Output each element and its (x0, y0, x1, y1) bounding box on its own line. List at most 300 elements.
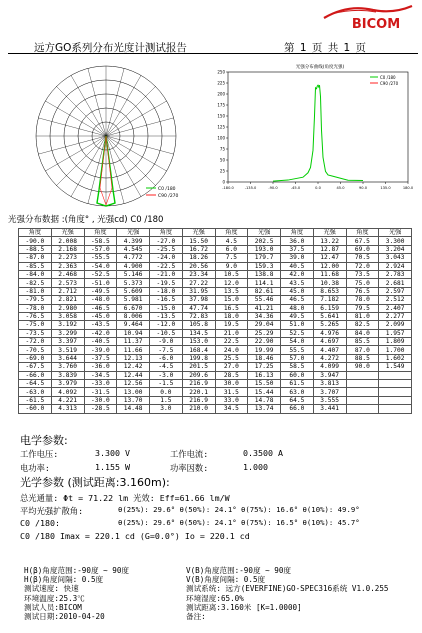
table-cell: 88.5 (346, 354, 379, 362)
table-cell: 2.681 (379, 279, 412, 287)
table-cell: 73.5 (346, 270, 379, 278)
table-cell: 23.34 (182, 270, 215, 278)
line-chart-c0-series (273, 85, 363, 181)
table-cell: 79.5 (346, 304, 379, 312)
temperature: 环境温度:25.3℃ (24, 593, 85, 603)
x-tick-label: 45.0 (336, 186, 345, 190)
table-cell: 12.00 (313, 262, 346, 270)
table-cell: 29.04 (248, 321, 281, 329)
table-cell: 159.3 (248, 262, 281, 270)
table-cell: 4.092 (51, 388, 84, 396)
c0-angle-values: θ(25%): 29.6° θ(50%): 24.1° θ(75%): 16.5° θ(10%): 45.7° (118, 518, 360, 527)
y-tick-label: 175 (217, 102, 225, 108)
table-cell: -6.0 (150, 354, 183, 362)
table-cell: 47.74 (182, 304, 215, 312)
table-cell: -67.5 (19, 363, 52, 371)
table-cell: 4.099 (313, 363, 346, 371)
table-cell: 3.519 (51, 346, 84, 354)
table-cell: 19.5 (215, 321, 248, 329)
table-cell (379, 405, 412, 413)
table-cell: -75.0 (19, 321, 52, 329)
table-cell: 3.397 (51, 338, 84, 346)
table-cell: 81.0 (346, 312, 379, 320)
table-cell: 21.0 (215, 329, 248, 337)
table-cell: -39.0 (84, 346, 117, 354)
y-tick-label: 225 (217, 80, 225, 86)
svg-text:C0 /180: C0 /180 (158, 187, 176, 192)
table-cell: 36.0 (281, 237, 314, 245)
table-cell: 67.5 (346, 237, 379, 245)
table-cell: -49.5 (84, 287, 117, 295)
table-cell: 39.0 (281, 254, 314, 262)
table-cell: 12.13 (117, 354, 150, 362)
table-cell: 6.0 (215, 245, 248, 253)
table-cell: 10.94 (117, 329, 150, 337)
table-cell: 3.043 (379, 254, 412, 262)
report-title: 远方GO系列分布光度计测试报告 (34, 42, 187, 54)
tester: 测试人员:BICOM (24, 602, 82, 612)
table-cell: 5.373 (117, 279, 150, 287)
table-cell: 2.277 (379, 312, 412, 320)
table-cell: 3.0 (150, 405, 183, 413)
table-cell: -40.5 (84, 338, 117, 346)
table-cell: 34.36 (248, 312, 281, 320)
table-row (19, 287, 412, 295)
x-tick-label: -135.0 (244, 186, 257, 190)
table-cell (379, 380, 412, 388)
table-cell: 37.98 (182, 296, 215, 304)
table-header-cell: 角度 (281, 229, 314, 237)
table-cell: 9.464 (117, 321, 150, 329)
x-tick-label: -90.0 (268, 186, 278, 190)
table-cell: 66.0 (281, 405, 314, 413)
table-cell (379, 396, 412, 404)
avg-angle-values: θ(25%): 29.6° θ(50%): 24.1° θ(75%): 16.6° θ(10%): 49.9° (118, 505, 360, 514)
table-cell: 49.5 (281, 312, 314, 320)
polar-legend (146, 186, 179, 199)
table-row (19, 312, 412, 320)
table-cell: 14.78 (248, 396, 281, 404)
table-cell: 75.0 (346, 279, 379, 287)
table-cell: -58.5 (84, 237, 117, 245)
table-cell: 12.87 (313, 245, 346, 253)
table-cell: 201.5 (182, 363, 215, 371)
table-cell: 16.13 (248, 371, 281, 379)
table-cell: 16.5 (215, 304, 248, 312)
table-cell: 15.44 (248, 388, 281, 396)
table-cell: 5.981 (117, 296, 150, 304)
table-cell: 5.146 (117, 270, 150, 278)
table-cell: -7.5 (150, 346, 183, 354)
table-row (19, 363, 412, 371)
voltage-label: 工作电压: (20, 449, 59, 459)
table-cell: -24.0 (150, 254, 183, 262)
table-cell: 82.5 (346, 321, 379, 329)
x-tick-label: 135.0 (380, 186, 391, 190)
pf-value: 1.000 (243, 462, 268, 472)
table-cell: 42.0 (281, 270, 314, 278)
imax-line: C0 /180 Imax = 220.1 cd (G=0.0°) Io = 220.1 cd (20, 531, 250, 541)
table-cell: -19.5 (150, 279, 183, 287)
table-cell: 2.980 (51, 304, 84, 312)
table-cell: 216.9 (182, 380, 215, 388)
table-cell: -10.5 (150, 329, 183, 337)
table-cell: 5.609 (117, 287, 150, 295)
table-cell: 18.46 (248, 354, 281, 362)
svg-text:C90 /270: C90 /270 (380, 81, 399, 86)
table-row (19, 254, 412, 262)
table-cell: -15.0 (150, 304, 183, 312)
table-header-cell: 角度 (215, 229, 248, 237)
table-cell: 13.00 (117, 388, 150, 396)
table-cell: 48.0 (281, 304, 314, 312)
table-cell: 210.0 (182, 405, 215, 413)
table-row (19, 262, 412, 270)
table-cell (346, 388, 379, 396)
table-caption: 光强分布数据 :(角度° , 光强cd) C0 /180 (8, 215, 164, 225)
table-cell: 58.5 (281, 363, 314, 371)
table-cell: 14.48 (117, 405, 150, 413)
table-cell: 4.976 (313, 329, 346, 337)
table-cell: 84.0 (346, 329, 379, 337)
table-cell: 3.192 (51, 321, 84, 329)
voltage-value: 3.300 V (95, 448, 130, 458)
table-cell: 63.0 (281, 388, 314, 396)
power-label: 电功率: (20, 463, 50, 473)
table-cell: 15.50 (182, 237, 215, 245)
table-cell: 4.272 (313, 354, 346, 362)
table-row (19, 279, 412, 287)
table-cell (346, 380, 379, 388)
table-header-cell: 角度 (150, 229, 183, 237)
table-cell: -4.5 (150, 363, 183, 371)
table-cell: 90.0 (346, 363, 379, 371)
table-cell: -46.5 (84, 304, 117, 312)
table-cell: -31.5 (84, 388, 117, 396)
power-value: 1.155 W (95, 462, 130, 472)
table-row (19, 304, 412, 312)
line-chart-x-ticks (222, 179, 414, 190)
table-cell: 2.273 (51, 254, 84, 262)
table-cell: 2.924 (379, 262, 412, 270)
table-cell: -3.0 (150, 371, 183, 379)
y-tick-label: 100 (217, 135, 225, 141)
x-tick-label: -180.0 (222, 186, 234, 190)
x-tick-label: 90.0 (358, 186, 368, 190)
table-cell: -55.5 (84, 254, 117, 262)
table-cell: 28.5 (215, 371, 248, 379)
table-cell: 51.0 (281, 321, 314, 329)
table-cell: 5.641 (313, 312, 346, 320)
test-date: 测试日期:2010-04-20 (24, 612, 105, 622)
test-system: 测试系统: 远方(EVERFINE)GO-SPEC316系统 V1.0.255 (186, 584, 389, 594)
table-cell: 2.783 (379, 270, 412, 278)
table-cell: 70.5 (346, 254, 379, 262)
table-cell: 199.8 (182, 354, 215, 362)
table-cell: 13.22 (313, 237, 346, 245)
table-cell (346, 396, 379, 404)
table-cell: -51.0 (84, 279, 117, 287)
table-cell: 4.545 (117, 245, 150, 253)
y-tick-label: 0 (222, 179, 225, 185)
pf-label: 功率因数: (170, 463, 209, 473)
test-distance: 测试距离:3.160米 [K=1.0000] (186, 602, 302, 612)
table-cell: 3.058 (51, 312, 84, 320)
y-tick-label: 150 (217, 113, 225, 119)
table-cell: 4.407 (313, 346, 346, 354)
table-header-cell: 角度 (346, 229, 379, 237)
table-header-row (19, 229, 412, 237)
table-cell: 31.5 (215, 388, 248, 396)
test-speed: 测试速度: 快速 (24, 584, 79, 594)
table-cell: 31.95 (182, 287, 215, 295)
table-cell: 4.5 (215, 237, 248, 245)
table-cell (379, 388, 412, 396)
table-cell: 2.712 (51, 287, 84, 295)
table-cell: -1.5 (150, 380, 183, 388)
table-row (19, 329, 412, 337)
table-cell: 5.265 (313, 321, 346, 329)
table-cell: 1.5 (150, 396, 183, 404)
current-value: 0.3500 A (243, 448, 283, 458)
svg-text:C0 /180: C0 /180 (380, 75, 396, 80)
table-header-cell: 光强 (379, 229, 412, 237)
table-cell: 46.5 (281, 296, 314, 304)
table-cell: 27.22 (182, 279, 215, 287)
table-cell: -88.5 (19, 245, 52, 253)
x-tick-label: 0.0 (315, 186, 321, 190)
table-cell: -42.0 (84, 329, 117, 337)
table-cell: -69.0 (19, 354, 52, 362)
table-row (19, 237, 412, 245)
table-cell: -25.5 (150, 245, 183, 253)
table-header-cell: 光强 (182, 229, 215, 237)
table-cell: 3.979 (51, 380, 84, 388)
table-cell: 209.6 (182, 371, 215, 379)
table-cell: -84.0 (19, 270, 52, 278)
table-cell: 87.0 (346, 346, 379, 354)
table-cell: 2.168 (51, 245, 84, 253)
table-cell: 64.5 (281, 396, 314, 404)
polar-intensity-chart (16, 62, 198, 210)
table-cell: 55.5 (281, 346, 314, 354)
svg-text:C90 /270: C90 /270 (158, 194, 179, 199)
table-cell: 24.0 (215, 346, 248, 354)
table-header-cell: 光强 (313, 229, 346, 237)
table-cell: 1.700 (379, 346, 412, 354)
table-cell: -81.0 (19, 287, 52, 295)
table-row (19, 380, 412, 388)
table-cell: 30.0 (215, 380, 248, 388)
x-tick-label: -45.0 (290, 186, 301, 190)
table-row (19, 245, 412, 253)
table-cell: 82.61 (248, 287, 281, 295)
table-cell: -22.5 (150, 262, 183, 270)
table-cell: 4.697 (313, 338, 346, 346)
table-cell: 3.441 (313, 405, 346, 413)
table-cell: -66.0 (19, 371, 52, 379)
h-step: H(β)角度间隔: 0.5度 (24, 575, 104, 585)
table-cell: -9.0 (150, 338, 183, 346)
table-cell: -78.0 (19, 304, 52, 312)
table-cell: 10.38 (313, 279, 346, 287)
table-cell: 13.5 (215, 287, 248, 295)
table-row (19, 388, 412, 396)
table-cell: -90.0 (19, 237, 52, 245)
table-cell: 2.363 (51, 262, 84, 270)
table-cell: 134.5 (182, 329, 215, 337)
intensity-line-chart (210, 62, 414, 202)
table-cell: -73.5 (19, 329, 52, 337)
avg-angle-label: 平均光强扩散角: (20, 506, 84, 516)
table-cell: 43.5 (281, 279, 314, 287)
table-cell: 10.5 (215, 270, 248, 278)
table-cell: 45.0 (281, 287, 314, 295)
table-cell: 78.0 (346, 296, 379, 304)
y-tick-label: 200 (217, 91, 225, 97)
table-cell: 69.0 (346, 245, 379, 253)
table-cell: 60.0 (281, 371, 314, 379)
table-cell: -54.0 (84, 262, 117, 270)
table-cell: 55.46 (248, 296, 281, 304)
table-cell: 7.182 (313, 296, 346, 304)
table-cell: 8.006 (117, 312, 150, 320)
table-cell: 3.839 (51, 371, 84, 379)
table-cell: 12.47 (313, 254, 346, 262)
table-cell: 72.0 (346, 262, 379, 270)
table-cell: -70.5 (19, 346, 52, 354)
table-cell: -30.0 (84, 396, 117, 404)
table-header-cell: 光强 (51, 229, 84, 237)
table-cell: 12.0 (215, 279, 248, 287)
table-cell: -48.0 (84, 296, 117, 304)
line-chart-title: 光强分布曲线(角度光强) (295, 65, 345, 70)
table-cell: 52.5 (281, 329, 314, 337)
table-cell: -12.0 (150, 321, 183, 329)
table-cell: -33.0 (84, 380, 117, 388)
header-divider (8, 53, 418, 54)
table-row (19, 405, 412, 413)
table-cell: -79.5 (19, 296, 52, 304)
y-tick-label: 25 (219, 168, 225, 174)
table-row (19, 354, 412, 362)
table-row (19, 371, 412, 379)
table-cell: 7.5 (215, 254, 248, 262)
table-cell: 6.159 (313, 304, 346, 312)
table-cell: 114.1 (248, 279, 281, 287)
table-cell: -34.5 (84, 371, 117, 379)
table-row (19, 396, 412, 404)
table-cell: 4.313 (51, 405, 84, 413)
table-header-cell: 光强 (117, 229, 150, 237)
table-cell: 3.204 (379, 245, 412, 253)
footer-left (24, 566, 129, 621)
table-cell (346, 371, 379, 379)
table-cell: 85.5 (346, 338, 379, 346)
table-cell: 153.0 (182, 338, 215, 346)
table-row (19, 338, 412, 346)
table-cell: 15.0 (215, 296, 248, 304)
table-cell: 3.760 (51, 363, 84, 371)
table-cell: 3.947 (313, 371, 346, 379)
table-cell: 179.7 (248, 254, 281, 262)
table-cell: 41.21 (248, 304, 281, 312)
table-cell: 11.66 (117, 346, 150, 354)
table-cell: -21.0 (150, 270, 183, 278)
table-header-cell: 角度 (84, 229, 117, 237)
remark: 备注: (186, 612, 206, 622)
table-cell: 0.0 (150, 388, 183, 396)
table-cell: 22.5 (215, 338, 248, 346)
table-cell: -85.5 (19, 262, 52, 270)
table-cell: 3.707 (313, 388, 346, 396)
table-cell (346, 405, 379, 413)
table-cell: 4.772 (117, 254, 150, 262)
table-cell: 2.573 (51, 279, 84, 287)
table-cell: 13.70 (117, 396, 150, 404)
table-cell: 34.5 (215, 405, 248, 413)
optical-flux-line: 总光通量: Φt = 71.22 lm 光效: Eff=61.66 lm/W (20, 493, 230, 503)
table-cell: -43.5 (84, 321, 117, 329)
table-cell: 138.8 (248, 270, 281, 278)
table-cell: 16.72 (182, 245, 215, 253)
table-cell: 220.1 (182, 388, 215, 396)
table-cell: 27.0 (215, 363, 248, 371)
table-cell: 15.50 (248, 380, 281, 388)
table-cell: -61.5 (19, 396, 52, 404)
table-cell: 12.56 (117, 380, 150, 388)
table-header-cell: 光强 (248, 229, 281, 237)
table-cell: 3.299 (51, 329, 84, 337)
table-cell: 193.0 (248, 245, 281, 253)
table-cell: 4.221 (51, 396, 84, 404)
y-tick-label: 50 (219, 157, 225, 163)
table-cell: -28.5 (84, 405, 117, 413)
table-cell: 37.5 (281, 245, 314, 253)
table-cell: -76.5 (19, 312, 52, 320)
table-cell: 18.0 (215, 312, 248, 320)
table-cell: 4.900 (117, 262, 150, 270)
optical-heading: 光学参数 (测试距离:3.160m): (20, 476, 170, 489)
table-cell: -45.0 (84, 312, 117, 320)
table-cell: 2.407 (379, 304, 412, 312)
table-cell: -27.0 (150, 237, 183, 245)
table-cell: 1.602 (379, 354, 412, 362)
h-range: H(β)角度范围:-90度 ~ 90度 (24, 566, 129, 575)
electrical-heading: 电学参数: (20, 434, 68, 447)
table-cell: 3.813 (313, 380, 346, 388)
table-cell: 1.809 (379, 338, 412, 346)
table-cell: -60.0 (19, 405, 52, 413)
table-cell: 17.25 (248, 363, 281, 371)
table-cell: -52.5 (84, 270, 117, 278)
table-cell: 2.008 (51, 237, 84, 245)
table-cell: 4.399 (117, 237, 150, 245)
table-cell: -63.0 (19, 388, 52, 396)
table-cell: 2.468 (51, 270, 84, 278)
line-chart-y-ticks (217, 70, 228, 185)
table-cell: 18.26 (182, 254, 215, 262)
table-cell: 33.0 (215, 396, 248, 404)
table-cell: 3.555 (313, 396, 346, 404)
v-step: V(B)角度间隔: 0.5度 (186, 575, 266, 585)
table-cell: 22.90 (248, 338, 281, 346)
table-cell: 9.0 (215, 262, 248, 270)
table-cell: 1.957 (379, 329, 412, 337)
table-cell: 20.56 (182, 262, 215, 270)
x-tick-label: 180.0 (402, 186, 414, 190)
table-body (19, 237, 412, 413)
